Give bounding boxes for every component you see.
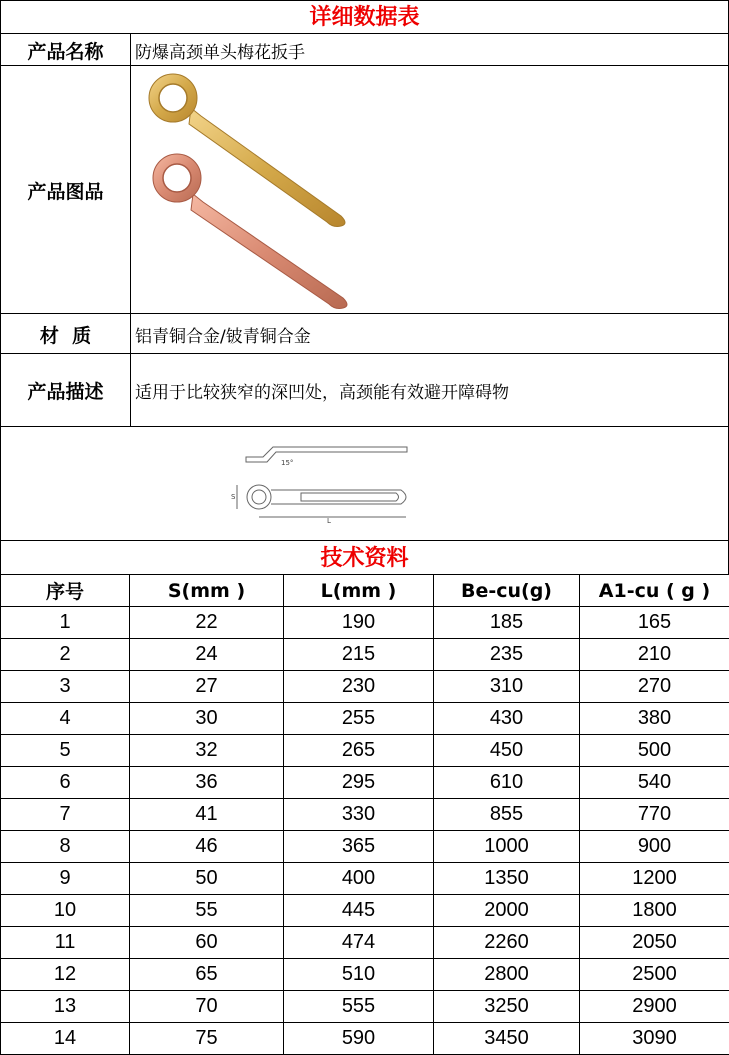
cell-becu: 3250 [434, 991, 580, 1023]
header-alcu: A1-cu ( g ) [580, 575, 729, 607]
product-name-value: 防爆高颈单头梅花扳手 [131, 34, 728, 66]
sheet-title: 详细数据表 [0, 0, 729, 34]
cell-index: 14 [1, 1023, 130, 1055]
table-row [1, 927, 729, 959]
cell-alcu: 165 [580, 607, 729, 639]
table-row [1, 639, 729, 671]
wrench-drawing-icon [1, 427, 728, 540]
table-row [1, 703, 729, 735]
product-image-cell [131, 66, 728, 314]
table-row [1, 735, 729, 767]
cell-alcu: 2050 [580, 927, 729, 959]
cell-index: 4 [1, 703, 130, 735]
product-name-label: 产品名称 [1, 34, 131, 66]
cell-becu: 3450 [434, 1023, 580, 1055]
drawing-row [0, 426, 729, 541]
table-row [1, 607, 729, 639]
cell-index: 5 [1, 735, 130, 767]
table-row [1, 767, 729, 799]
cell-becu: 2260 [434, 927, 580, 959]
header-l: L(mm ) [284, 575, 434, 607]
cell-becu: 2000 [434, 895, 580, 927]
cell-index: 2 [1, 639, 130, 671]
cell-alcu: 3090 [580, 1023, 729, 1055]
cell-index: 11 [1, 927, 130, 959]
cell-index: 9 [1, 863, 130, 895]
cell-s: 30 [130, 703, 284, 735]
table-row [1, 895, 729, 927]
table-row [1, 863, 729, 895]
header-s: S(mm ) [130, 575, 284, 607]
product-image-label: 产品图品 [1, 66, 131, 314]
cell-l: 255 [284, 703, 434, 735]
cell-s: 70 [130, 991, 284, 1023]
cell-becu: 235 [434, 639, 580, 671]
product-name-row [0, 33, 729, 66]
cell-s: 41 [130, 799, 284, 831]
cell-index: 3 [1, 671, 130, 703]
material-label: 材 质 [1, 314, 131, 354]
cell-alcu: 380 [580, 703, 729, 735]
cell-s: 32 [130, 735, 284, 767]
table-row [1, 959, 729, 991]
cell-s: 65 [130, 959, 284, 991]
s-label: S [231, 493, 236, 501]
material-value: 铝青铜合金/铍青铜合金 [131, 314, 728, 354]
cell-alcu: 900 [580, 831, 729, 863]
cell-l: 445 [284, 895, 434, 927]
material-row [0, 313, 729, 354]
cell-becu: 185 [434, 607, 580, 639]
cell-becu: 310 [434, 671, 580, 703]
angle-label: 15° [281, 459, 293, 467]
cell-alcu: 2900 [580, 991, 729, 1023]
cell-index: 1 [1, 607, 130, 639]
cell-index: 12 [1, 959, 130, 991]
l-label: L [327, 517, 331, 525]
cell-index: 8 [1, 831, 130, 863]
cell-alcu: 210 [580, 639, 729, 671]
cell-l: 265 [284, 735, 434, 767]
table-row [1, 1023, 729, 1055]
cell-l: 510 [284, 959, 434, 991]
header-becu: Be-cu(g) [434, 575, 580, 607]
cell-alcu: 270 [580, 671, 729, 703]
cell-s: 24 [130, 639, 284, 671]
cell-l: 190 [284, 607, 434, 639]
cell-becu: 1000 [434, 831, 580, 863]
product-image-row [0, 65, 729, 314]
cell-s: 46 [130, 831, 284, 863]
cell-index: 6 [1, 767, 130, 799]
cell-alcu: 1800 [580, 895, 729, 927]
cell-becu: 1350 [434, 863, 580, 895]
cell-l: 365 [284, 831, 434, 863]
cell-l: 474 [284, 927, 434, 959]
cell-s: 27 [130, 671, 284, 703]
spec-header-row [1, 575, 729, 607]
cell-l: 400 [284, 863, 434, 895]
tech-title: 技术资料 [0, 540, 729, 575]
cell-index: 13 [1, 991, 130, 1023]
table-row [1, 831, 729, 863]
cell-alcu: 2500 [580, 959, 729, 991]
cell-l: 230 [284, 671, 434, 703]
cell-becu: 430 [434, 703, 580, 735]
cell-alcu: 1200 [580, 863, 729, 895]
header-index: 序号 [1, 575, 130, 607]
cell-alcu: 500 [580, 735, 729, 767]
cell-s: 55 [130, 895, 284, 927]
table-row [1, 671, 729, 703]
cell-l: 215 [284, 639, 434, 671]
cell-becu: 2800 [434, 959, 580, 991]
table-row [1, 799, 729, 831]
cell-alcu: 770 [580, 799, 729, 831]
cell-s: 36 [130, 767, 284, 799]
cell-index: 7 [1, 799, 130, 831]
cell-becu: 855 [434, 799, 580, 831]
cell-becu: 610 [434, 767, 580, 799]
description-row [0, 353, 729, 427]
description-value: 适用于比较狭窄的深凹处，高颈能有效避开障碍物 [131, 354, 728, 427]
cell-s: 75 [130, 1023, 284, 1055]
spec-table [0, 574, 729, 1055]
cell-s: 60 [130, 927, 284, 959]
cell-alcu: 540 [580, 767, 729, 799]
wrench-photo-icon [131, 66, 371, 314]
table-row [1, 991, 729, 1023]
cell-index: 10 [1, 895, 130, 927]
cell-l: 330 [284, 799, 434, 831]
cell-l: 555 [284, 991, 434, 1023]
cell-s: 50 [130, 863, 284, 895]
description-label: 产品描述 [1, 354, 131, 427]
cell-l: 295 [284, 767, 434, 799]
cell-l: 590 [284, 1023, 434, 1055]
cell-s: 22 [130, 607, 284, 639]
cell-becu: 450 [434, 735, 580, 767]
